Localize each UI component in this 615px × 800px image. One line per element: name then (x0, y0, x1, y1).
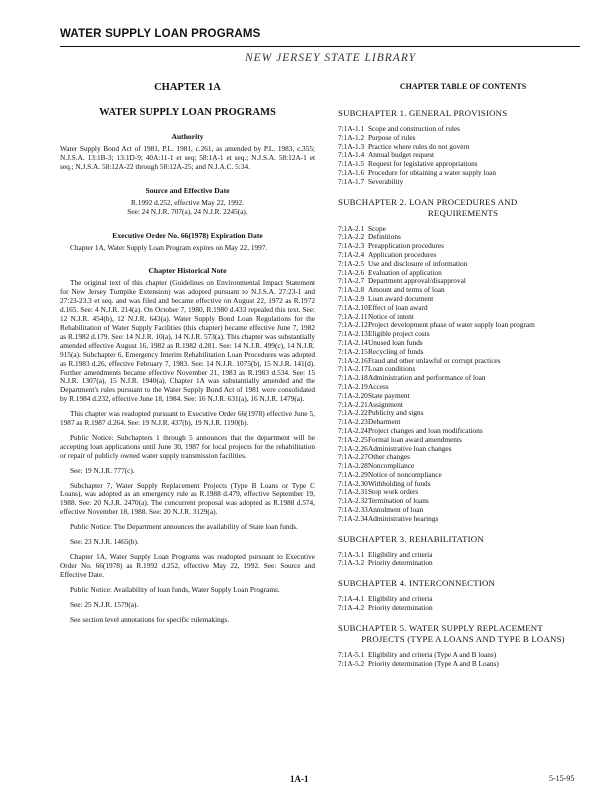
section-number: 7:1A-2.12 (338, 320, 368, 330)
section-number: 7:1A-4.1 (338, 594, 365, 604)
running-head: WATER SUPPLY LOAN PROGRAMS (60, 28, 261, 40)
section-title: Scope and construction of rules (368, 124, 460, 133)
toc-entry[interactable] (338, 604, 588, 613)
historical-paragraph: See: 25 N.J.R. 1579(a). (70, 599, 139, 609)
section-number: 7:1A-2.22 (338, 408, 368, 418)
subchapter-title-text: SUBCHAPTER 4. INTERCONNECTION (338, 578, 496, 589)
section-number: 7:1A-2.17 (338, 364, 368, 374)
section-number: 7:1A-4.2 (338, 603, 365, 613)
source-line-1: R.1992 d.252, effective May 22, 1992. (131, 197, 244, 207)
subchapter-title (338, 534, 588, 545)
section-number: 7:1A-2.3 (338, 241, 365, 251)
section-number: 7:1A-2.34 (338, 513, 368, 523)
historical-paragraph: The original text of this chapter (Guidelines on Environmental Impact Statement for New Jersey Turnpike Extension) was adopted pursuant to N.J.S.A. 27:23-1 and 27:23-23.3 et seq. and was filed and became effective on August 22, 1972 as R.1972 d.165. See: 4 N.J.R. 214(a). On October 7, 1980, R.1980 d.433 repealed this text. See: 12 N.J.R. 454(b), 12 N.J.R. 643(a). Water Supply Bond Loan Regulations for the Rehabilitation of Water Supply Facilities (this chapter) became effective June 7, 1982 as R.1982 d.179. See: 14 N.J.R. 10(a), 14 N.J.R. 573(a). This chapter was substantially amended effective August 16, 1982 as R.1982 d.281. See: 14 N.J.R. 499(c), 14 N.J.R. 915(a). Subchapter 6, Emergency Interim Rehabilitation Loan Procedures was adopted as R.1983 d.26, effective February 7, 1983. See: 14 N.J.R. 1075(b), 15 N.J.R. 141(d). Further amendments became effective November 21, 1983 as R.1983 d.534. See: 15 N.J.R. 1307(a), 15 N.J.R. 1940(a). Chapter 1A was substantially amended and the Department's rules pursuant to the Water Supply Bond Act of 1981 were consolidated by R.1984 d.232, effective June 18, 1984. See: 16 N.J.R. 631(a), 16 N.J.R. 1479(a). (60, 278, 315, 404)
historical-note-heading: Chapter Historical Note (148, 266, 227, 276)
section-number: 7:1A-2.9 (338, 293, 365, 303)
source-line-2: See: 24 N.J.R. 707(a), 24 N.J.R. 2245(a). (127, 206, 248, 216)
section-number: 7:1A-2.13 (338, 329, 368, 339)
section-title: Assignment (368, 399, 403, 409)
section-title: Formal loan award amendments (368, 434, 462, 444)
section-title: Evaluation of application (368, 267, 442, 277)
section-number: 7:1A-2.25 (338, 434, 368, 444)
section-title: Loan award document (368, 293, 434, 303)
section-number: 7:1A-2.23 (338, 417, 368, 427)
section-title: Definitions (368, 232, 401, 242)
section-number: 7:1A-2.31 (338, 487, 368, 497)
toc-title: CHAPTER TABLE OF CONTENTS (399, 82, 527, 91)
authority-text: Water Supply Bond Act of 1981, P.L. 1981, c.261, as amended by P.L. 1983, c.355; N.J.S.A. 13:1B-3; 13:1D-9; 40A:11-1 et seq; 58:1A-1 et seq.; N.J.S.A. 58:12A-1 et seq.; N.J.S.A. 58:12A-22 through 58:12A-25; and N.J.A.C. 5:34. (60, 144, 315, 171)
section-title: Project changes and loan modifications (368, 425, 483, 435)
section-title: Loan conditions (368, 364, 416, 374)
section-title: Priority determination (Type A and B Loans) (368, 658, 499, 668)
section-number: 7:1A-2.21 (338, 399, 368, 409)
section-number: 7:1A-2.24 (338, 425, 368, 435)
section-number: 7:1A-1.5 (338, 159, 365, 169)
section-title: Other changes (368, 452, 410, 462)
section-title: Eligibility and criteria (Type A and B loans) (368, 649, 497, 659)
exec-order-heading: Executive Order No. 66(1978) Expiration Date (112, 230, 263, 240)
subchapter-title-text: SUBCHAPTER 2. LOAN PROCEDURES AND (338, 196, 518, 207)
historical-paragraph: This chapter was readopted pursuant to Executive Order 66(1978) effective June 5, 1987 as R.1987 d.264. See: 19 N.J.R. 437(b), 19 N.J.R. 1190(b). (60, 409, 315, 428)
section-number: 7:1A-2.33 (338, 505, 368, 515)
section-number: 7:1A-2.8 (338, 285, 365, 295)
section-title: Fraud and other unlawful or corrupt practices (368, 355, 501, 365)
right-column (338, 74, 588, 668)
authority-heading: Authority (171, 132, 204, 141)
subchapter-title (338, 578, 588, 589)
historical-paragraph: Chapter 1A, Water Supply Loan Programs was readopted pursuant to Executive Order No. 66(1978) as R.1992 d.252, effective May 22, 1992. See: Source and Effective Date. (60, 552, 315, 579)
subchapter-title-continued: REQUIREMENTS (427, 207, 499, 218)
section-number: 7:1A-2.32 (338, 496, 368, 506)
section-number: 7:1A-2.14 (338, 337, 368, 347)
section-number: 7:1A-5.2 (338, 658, 365, 668)
source-heading: Source and Effective Date (145, 185, 230, 195)
section-title: Priority determination (368, 558, 433, 568)
page-date: 5-15-95 (549, 774, 575, 783)
section-number: 7:1A-2.11 (338, 311, 368, 321)
subchapter-title-text: SUBCHAPTER 1. GENERAL PROVISIONS (338, 108, 508, 118)
toc-entry[interactable] (338, 178, 588, 187)
section-title: Severability (368, 176, 404, 186)
section-number: 7:1A-2.1 (338, 223, 365, 233)
section-number: 7:1A-2.18 (338, 373, 368, 383)
exec-order-text: Chapter 1A, Water Supply Loan Program expires on May 22, 1997. (70, 242, 268, 252)
section-title: Preapplication procedures (368, 241, 444, 251)
section-title: Project development phase of water supply loan program (368, 320, 535, 330)
library-stamp: NEW JERSEY STATE LIBRARY (245, 52, 417, 64)
historical-paragraph: See: 23 N.J.R. 1465(b). (70, 537, 139, 547)
left-column (60, 74, 315, 630)
section-title: State payment (368, 390, 410, 400)
section-title: Administrative loan changes (368, 443, 452, 453)
page-number: 1A-1 (290, 774, 309, 784)
section-number: 7:1A-2.19 (338, 381, 368, 391)
header-rule (60, 46, 580, 47)
section-number: 7:1A-2.27 (338, 452, 368, 462)
section-number: 7:1A-3.2 (338, 558, 365, 568)
section-title: Administrative hearings (368, 513, 439, 523)
section-number: 7:1A-2.30 (338, 478, 368, 488)
section-title: Notice of noncompliance (368, 469, 442, 479)
section-number: 7:1A-1.6 (338, 167, 365, 177)
toc-entry[interactable] (338, 660, 588, 669)
section-number: 7:1A-2.5 (338, 258, 365, 268)
historical-paragraph: Subchapter 7, Water Supply Replacement Projects (Type B Loans or Type C Loans), was adopted as an emergency rule as R.1988 d.479, effective September 19, 1988. See: 20 N.J.R. 2470(a). The concurrent proposal was adopted as R.1988 d.574, effective November 18, 1988. See: 20 N.J.R. 3129(a). (60, 480, 315, 517)
section-title: Procedure for obtaining a water supply loan (368, 167, 497, 177)
section-title: Unused loan funds (368, 337, 423, 347)
subchapter-title (338, 623, 588, 645)
section-title: Amount and terms of loan (368, 285, 445, 295)
section-title: Request for legislative appropriations (368, 159, 478, 169)
section-number: 7:1A-1.7 (338, 176, 365, 186)
chapter-number: CHAPTER 1A (154, 82, 221, 93)
historical-paragraph: See: 19 N.J.R. 777(c). (70, 465, 135, 475)
section-title: Withholding of funds (368, 478, 431, 488)
section-number: 7:1A-2.28 (338, 461, 368, 471)
historical-paragraph: Public Notice: The Department announces the availability of State loan funds. (70, 522, 298, 532)
section-title: Access (368, 381, 389, 391)
section-title: Scope (368, 223, 386, 233)
section-title: Eligibility and criteria (368, 594, 433, 604)
section-title: Application procedures (368, 249, 437, 259)
section-title: Department approval/disapproval (368, 276, 466, 286)
section-title: Recycling of funds (368, 346, 424, 356)
historical-paragraph: Public Notice: Availability of loan funds, Water Supply Loan Programs. (70, 584, 280, 594)
toc-entry[interactable] (338, 559, 588, 568)
section-number: 7:1A-1.1 (338, 124, 365, 133)
section-title: Priority determination (368, 603, 433, 613)
section-title: Termination of loans (368, 496, 429, 506)
section-title: Use and disclosure of information (368, 258, 468, 268)
section-title: Purpose of rules (368, 132, 416, 142)
section-number: 7:1A-2.20 (338, 390, 368, 400)
section-title: Debarment (368, 417, 401, 427)
historical-paragraph: Public Notice: Subchapters 1 through 5 announces that the department will be accepting loan applications until June 30, 1987 for local projects for the rehabilitation or repair of publicly owned water supply transmission facilities. (60, 432, 315, 460)
section-number: 7:1A-2.16 (338, 355, 368, 365)
section-title: Practice where rules do not govern (368, 141, 470, 151)
section-title: Annulment of loan (368, 505, 424, 515)
section-title: Notice of intent (368, 311, 414, 321)
subchapter-title (338, 197, 588, 219)
section-title: Publicity and signs (368, 408, 424, 418)
section-number: 7:1A-2.10 (338, 302, 368, 312)
section-number: 7:1A-1.3 (338, 141, 365, 151)
table-of-contents (338, 108, 588, 668)
section-number: 7:1A-2.4 (338, 249, 365, 259)
section-title: Noncompliance (368, 461, 415, 471)
section-number: 7:1A-1.2 (338, 132, 365, 142)
section-title: Administration and performance of loan (368, 373, 486, 383)
section-number: 7:1A-1.4 (338, 150, 365, 160)
section-number: 7:1A-2.7 (338, 276, 365, 286)
section-number: 7:1A-2.15 (338, 346, 368, 356)
section-title: Stop work orders (368, 487, 419, 497)
section-number: 7:1A-5.1 (338, 649, 365, 659)
subchapter-title-text: SUBCHAPTER 3. REHABILITATION (338, 533, 484, 544)
toc-entry[interactable] (338, 515, 588, 524)
subchapter-title-continued: PROJECTS (TYPE A LOANS AND TYPE B LOANS) (361, 633, 565, 644)
section-title: Annual budget request (368, 150, 435, 160)
section-number: 7:1A-3.1 (338, 549, 365, 559)
section-number: 7:1A-2.29 (338, 469, 368, 479)
historical-paragraph: See section level annotations for specific rulemakings. (70, 614, 230, 624)
subchapter-title-text: SUBCHAPTER 5. WATER SUPPLY REPLACEMENT (338, 622, 543, 633)
subchapter-title (338, 108, 588, 119)
section-number: 7:1A-2.2 (338, 232, 365, 242)
chapter-name: WATER SUPPLY LOAN PROGRAMS (99, 107, 276, 118)
section-title: Eligible project costs (368, 329, 430, 339)
section-number: 7:1A-2.26 (338, 443, 368, 453)
section-title: Effect of loan award (368, 302, 428, 312)
section-number: 7:1A-2.6 (338, 267, 365, 277)
section-title: Eligibility and criteria (368, 549, 433, 559)
